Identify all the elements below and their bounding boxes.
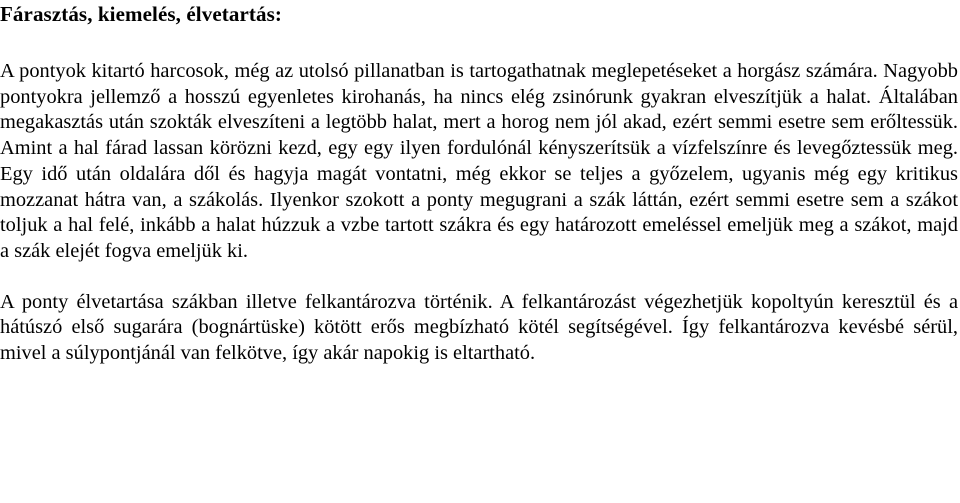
section-heading: Fárasztás, kiemelés, élvetartás: [0,2,282,26]
paragraph-keeping-alive: A ponty élvetartása szákban illetve felkantározva történik. A felkantározást végezhetjük kopoltyún keresztül és a hátúszó első sugarára (bognártüske) kötött erős megbízható kötél segítségével. Így felkantározva kevésbé sérül, mivel a súlypontjánál van felkötve, így akár napokig is eltartható. [0,290,958,365]
paragraph-fighting-and-landing: A pontyok kitartó harcosok, még az utolsó pillanatban is tartogathatnak meglepetéseket a horgász számára. Nagyobb pontyokra jellemző a hosszú egyenletes kirohanás, ha nincs elég zsinórunk gyakran elveszítjük a halat. Általában megakasztás után szokták elveszíteni a legtöbb halat, mert a horog nem jól akad, ezért semmi esetre sem erőltessük. Amint a hal fárad lassan körözni kezd, egy egy ilyen fordulónál kényszerítsük a vízfelszínre és levegőztessük meg. Egy idő után oldalára dől és hagyja magát vontatni, még ekkor se teljes a győzelem, ugyanis még egy kritikus mozzanat hátra van, a szákolás. Ilyenkor szokott a ponty megugrani a szák láttán, ezért semmi esetre sem a szákot toljuk a hal felé, inkább a halat húzzuk a vzbe tartott szákra és egy határozott emeléssel emeljük meg a szákot, majd a szák elejét fogva emeljük ki. [0,60,958,262]
